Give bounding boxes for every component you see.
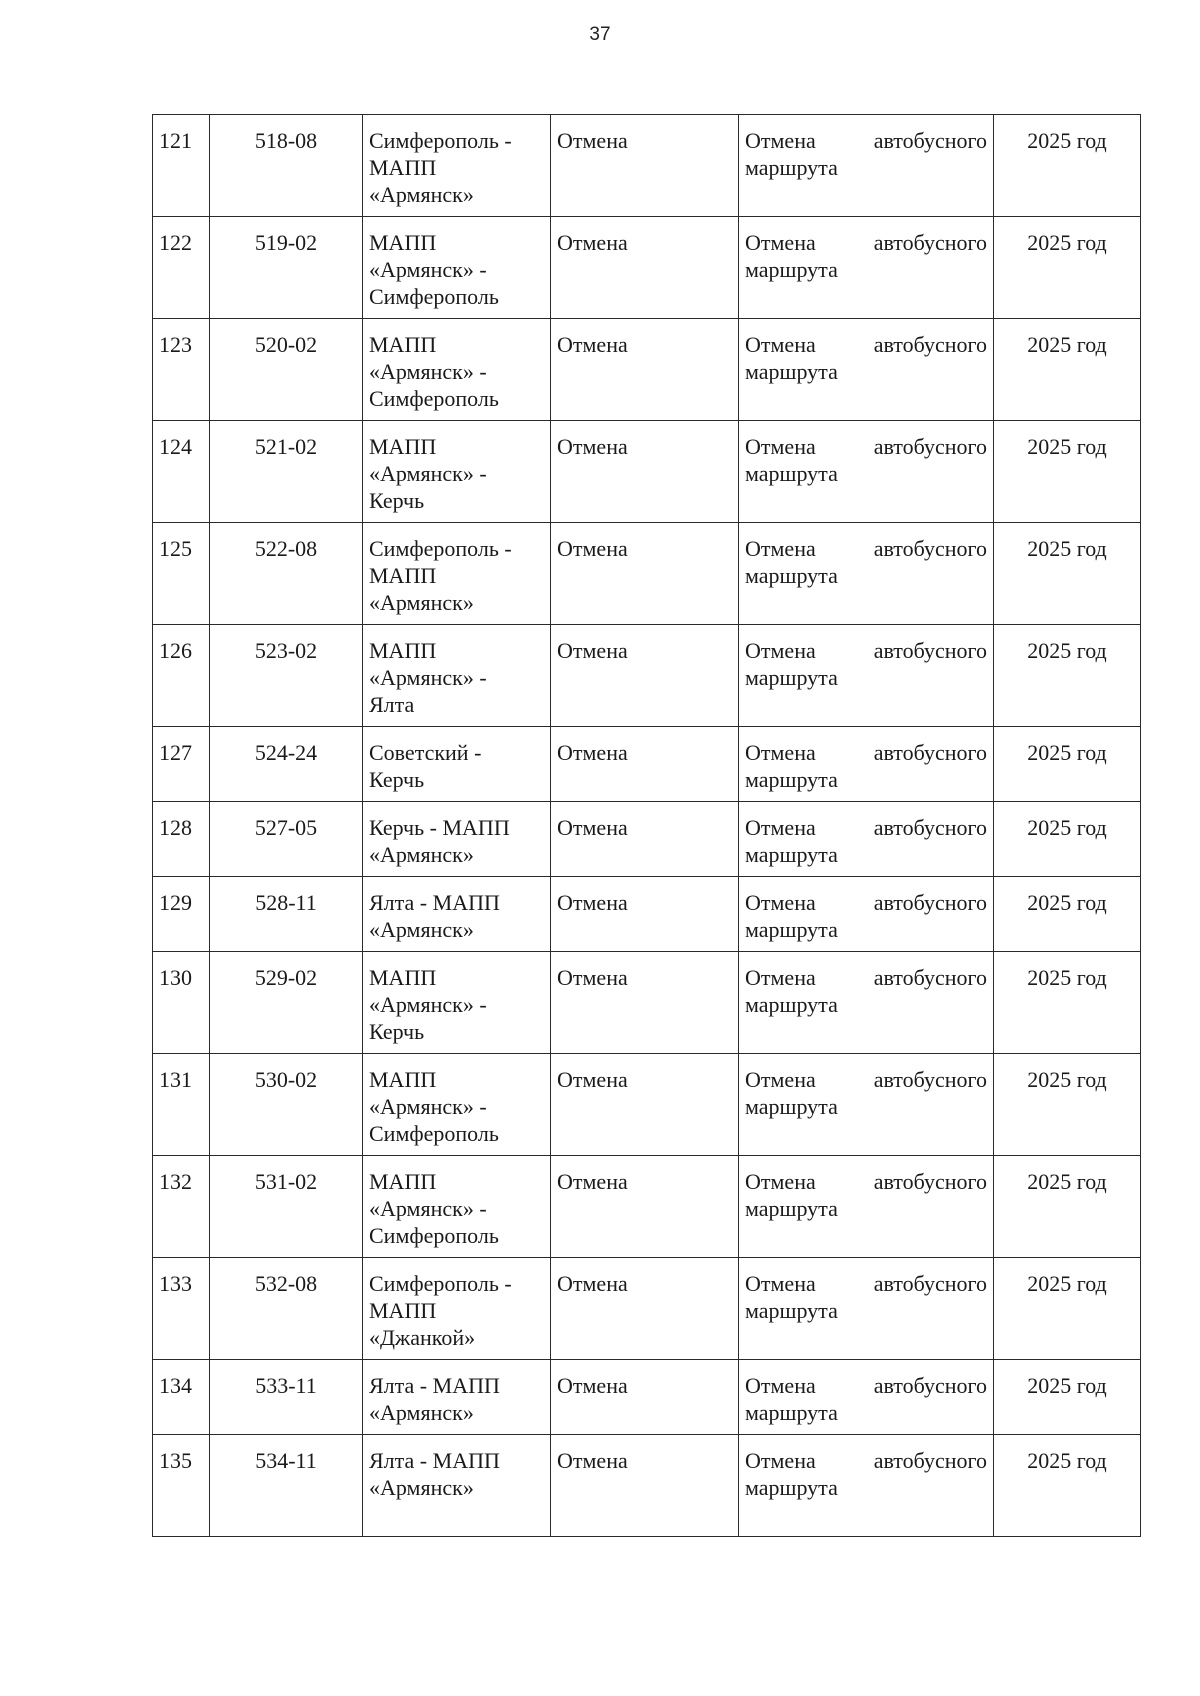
- change-description-word: автобусного: [873, 638, 987, 663]
- table-row: [153, 625, 1141, 727]
- route-name-cell: [363, 1435, 551, 1537]
- row-number: 122: [159, 230, 192, 255]
- route-name: Ялта - МАПП «Армянск»: [369, 1448, 500, 1500]
- route-code: 527-05: [254, 815, 318, 840]
- row-number: 124: [159, 434, 192, 459]
- year-cell: [994, 877, 1141, 952]
- change-type: Отмена: [557, 815, 628, 840]
- change-description-cell: [739, 115, 994, 217]
- row-number: 132: [159, 1169, 192, 1194]
- change-description-line: [745, 127, 987, 154]
- table-row: [153, 1054, 1141, 1156]
- change-type-cell: [551, 319, 739, 421]
- route-name: МАПП «Армянск» - Симферополь: [369, 230, 499, 309]
- change-type-cell: [551, 1258, 739, 1360]
- change-type: Отмена: [557, 1373, 628, 1398]
- change-description-cell: [739, 217, 994, 319]
- route-name-cell: [363, 115, 551, 217]
- change-description-word: автобусного: [873, 536, 987, 561]
- row-number-cell: [153, 727, 210, 802]
- route-name-cell: [363, 1156, 551, 1258]
- year-cell: [994, 1054, 1141, 1156]
- change-description-line: [745, 331, 987, 358]
- route-name-cell: [363, 319, 551, 421]
- route-code-cell: [210, 1156, 363, 1258]
- change-description-word: маршрута: [745, 359, 838, 384]
- change-description-word: Отмена: [745, 536, 816, 561]
- year-cell: [994, 802, 1141, 877]
- change-type-cell: [551, 217, 739, 319]
- change-description-cell: [739, 727, 994, 802]
- change-description-word: автобусного: [873, 965, 987, 990]
- route-code: 533-11: [255, 1373, 317, 1398]
- change-type-cell: [551, 1360, 739, 1435]
- change-description-word: маршрута: [745, 992, 838, 1017]
- change-description-word: автобусного: [873, 815, 987, 840]
- year-value: 2025 год: [1027, 128, 1107, 153]
- row-number-cell: [153, 319, 210, 421]
- route-name: Советский - Керчь: [369, 740, 482, 792]
- route-code-cell: [210, 523, 363, 625]
- row-number: 134: [159, 1373, 192, 1398]
- change-type-cell: [551, 421, 739, 523]
- table-row: [153, 1360, 1141, 1435]
- year-value: 2025 год: [1027, 536, 1107, 561]
- row-number: 131: [159, 1067, 192, 1092]
- route-code-cell: [210, 1054, 363, 1156]
- change-type: Отмена: [557, 1067, 628, 1092]
- change-type: Отмена: [557, 332, 628, 357]
- change-description-line: [745, 889, 987, 916]
- year-value: 2025 год: [1027, 815, 1107, 840]
- route-code: 523-02: [254, 638, 318, 663]
- change-description-cell: [739, 1156, 994, 1258]
- routes-table-body: [153, 115, 1141, 1537]
- change-description-line: [745, 1168, 987, 1195]
- year-cell: [994, 952, 1141, 1054]
- change-type-cell: [551, 523, 739, 625]
- row-number: 128: [159, 815, 192, 840]
- year-cell: [994, 1156, 1141, 1258]
- row-number-cell: [153, 1156, 210, 1258]
- route-code: 522-08: [254, 536, 318, 561]
- route-name: МАПП «Армянск» - Керчь: [369, 434, 487, 513]
- change-description-line: [745, 739, 987, 766]
- row-number-cell: [153, 1054, 210, 1156]
- table-row: [153, 727, 1141, 802]
- route-name: Ялта - МАПП «Армянск»: [369, 1373, 500, 1425]
- table-row: [153, 523, 1141, 625]
- change-description-word: маршрута: [745, 1094, 838, 1119]
- year-value: 2025 год: [1027, 1448, 1107, 1473]
- year-cell: [994, 523, 1141, 625]
- change-type-cell: [551, 1435, 739, 1537]
- change-description-word: маршрута: [745, 155, 838, 180]
- route-code: 521-02: [254, 434, 318, 459]
- year-cell: [994, 217, 1141, 319]
- row-number-cell: [153, 952, 210, 1054]
- page-number: 37: [589, 24, 611, 45]
- route-code: 520-02: [254, 332, 318, 357]
- change-description-word: автобусного: [873, 434, 987, 459]
- row-number: 123: [159, 332, 192, 357]
- route-code-cell: [210, 1360, 363, 1435]
- change-description-cell: [739, 523, 994, 625]
- year-value: 2025 год: [1027, 1067, 1107, 1092]
- change-description-word: Отмена: [745, 128, 816, 153]
- change-description-word: автобусного: [873, 128, 987, 153]
- change-description-word: Отмена: [745, 965, 816, 990]
- route-name: Керчь - МАПП «Армянск»: [369, 815, 510, 867]
- route-code: 524-24: [254, 740, 318, 765]
- route-code-cell: [210, 1258, 363, 1360]
- change-description-word: автобусного: [873, 1271, 987, 1296]
- year-value: 2025 год: [1027, 1271, 1107, 1296]
- change-description-line: [745, 535, 987, 562]
- change-type-cell: [551, 727, 739, 802]
- year-value: 2025 год: [1027, 1373, 1107, 1398]
- year-cell: [994, 1258, 1141, 1360]
- change-type: Отмена: [557, 536, 628, 561]
- year-value: 2025 год: [1027, 740, 1107, 765]
- change-description-cell: [739, 1435, 994, 1537]
- change-description-line: [745, 1066, 987, 1093]
- table-row: [153, 952, 1141, 1054]
- change-description-line: [745, 637, 987, 664]
- route-name-cell: [363, 1054, 551, 1156]
- change-description-cell: [739, 1054, 994, 1156]
- route-name-cell: [363, 877, 551, 952]
- change-type: Отмена: [557, 230, 628, 255]
- route-code-cell: [210, 1435, 363, 1537]
- row-number: 126: [159, 638, 192, 663]
- table-row: [153, 217, 1141, 319]
- change-description-line: [745, 1270, 987, 1297]
- change-type: Отмена: [557, 890, 628, 915]
- change-description-word: маршрута: [745, 767, 838, 792]
- change-description-word: маршрута: [745, 665, 838, 690]
- change-description-word: Отмена: [745, 1271, 816, 1296]
- year-value: 2025 год: [1027, 890, 1107, 915]
- route-name: МАПП «Армянск» - Ялта: [369, 638, 487, 717]
- change-description-word: автобусного: [873, 1448, 987, 1473]
- change-description-line: [745, 433, 987, 460]
- year-value: 2025 год: [1027, 638, 1107, 663]
- change-type: Отмена: [557, 740, 628, 765]
- change-description-word: Отмена: [745, 1448, 816, 1473]
- change-description-word: маршрута: [745, 257, 838, 282]
- route-name-cell: [363, 1360, 551, 1435]
- row-number-cell: [153, 523, 210, 625]
- change-description-word: маршрута: [745, 1298, 838, 1323]
- change-description-word: автобусного: [873, 1169, 987, 1194]
- change-description-word: автобусного: [873, 230, 987, 255]
- route-name: Симферополь - МАПП «Армянск»: [369, 536, 512, 615]
- change-type-cell: [551, 877, 739, 952]
- change-type: Отмена: [557, 1169, 628, 1194]
- row-number: 125: [159, 536, 192, 561]
- change-description-cell: [739, 877, 994, 952]
- row-number: 135: [159, 1448, 192, 1473]
- row-number-cell: [153, 1360, 210, 1435]
- change-description-word: Отмена: [745, 815, 816, 840]
- routes-table: [152, 114, 1141, 1537]
- row-number-cell: [153, 421, 210, 523]
- change-description-word: автобусного: [873, 1373, 987, 1398]
- table-row: [153, 319, 1141, 421]
- change-type: Отмена: [557, 1448, 628, 1473]
- change-description-word: автобусного: [873, 890, 987, 915]
- change-description-line: [745, 814, 987, 841]
- change-type-cell: [551, 625, 739, 727]
- change-description-line: [745, 964, 987, 991]
- change-description-word: маршрута: [745, 842, 838, 867]
- change-description-cell: [739, 802, 994, 877]
- route-name: МАПП «Армянск» - Симферополь: [369, 332, 499, 411]
- change-description-word: маршрута: [745, 1475, 838, 1500]
- table-row: [153, 421, 1141, 523]
- change-description-word: автобусного: [873, 332, 987, 357]
- change-description-word: Отмена: [745, 740, 816, 765]
- change-type-cell: [551, 952, 739, 1054]
- route-name-cell: [363, 952, 551, 1054]
- change-type: Отмена: [557, 128, 628, 153]
- year-value: 2025 год: [1027, 1169, 1107, 1194]
- table-row: [153, 1156, 1141, 1258]
- year-cell: [994, 421, 1141, 523]
- row-number-cell: [153, 1258, 210, 1360]
- change-description-word: Отмена: [745, 638, 816, 663]
- route-name-cell: [363, 802, 551, 877]
- route-code: 530-02: [254, 1067, 318, 1092]
- year-value: 2025 год: [1027, 332, 1107, 357]
- row-number-cell: [153, 877, 210, 952]
- change-description-cell: [739, 952, 994, 1054]
- change-description-word: автобусного: [873, 1067, 987, 1092]
- route-name: МАПП «Армянск» - Симферополь: [369, 1067, 499, 1146]
- change-type-cell: [551, 1156, 739, 1258]
- change-description-word: Отмена: [745, 1373, 816, 1398]
- change-description-word: Отмена: [745, 890, 816, 915]
- row-number-cell: [153, 802, 210, 877]
- change-description-cell: [739, 625, 994, 727]
- route-code-cell: [210, 115, 363, 217]
- table-row: [153, 115, 1141, 217]
- table-row: [153, 802, 1141, 877]
- change-description-word: автобусного: [873, 740, 987, 765]
- row-number: 133: [159, 1271, 192, 1296]
- table-row: [153, 1258, 1141, 1360]
- row-number-cell: [153, 217, 210, 319]
- route-code: 528-11: [255, 890, 317, 915]
- year-cell: [994, 1360, 1141, 1435]
- change-description-word: маршрута: [745, 1196, 838, 1221]
- change-type: Отмена: [557, 434, 628, 459]
- row-number-cell: [153, 625, 210, 727]
- change-description-line: [745, 1372, 987, 1399]
- change-description-cell: [739, 1258, 994, 1360]
- year-cell: [994, 115, 1141, 217]
- route-code-cell: [210, 802, 363, 877]
- change-description-cell: [739, 421, 994, 523]
- year-value: 2025 год: [1027, 434, 1107, 459]
- change-type-cell: [551, 1054, 739, 1156]
- route-code: 532-08: [254, 1271, 318, 1296]
- change-description-word: маршрута: [745, 461, 838, 486]
- year-cell: [994, 319, 1141, 421]
- year-cell: [994, 625, 1141, 727]
- change-description-word: Отмена: [745, 1067, 816, 1092]
- year-value: 2025 год: [1027, 965, 1107, 990]
- route-name-cell: [363, 523, 551, 625]
- year-value: 2025 год: [1027, 230, 1107, 255]
- row-number: 130: [159, 965, 192, 990]
- route-name-cell: [363, 727, 551, 802]
- change-type-cell: [551, 115, 739, 217]
- route-code-cell: [210, 625, 363, 727]
- route-code-cell: [210, 727, 363, 802]
- change-description-word: Отмена: [745, 332, 816, 357]
- change-description-cell: [739, 319, 994, 421]
- route-name-cell: [363, 421, 551, 523]
- change-description-line: [745, 229, 987, 256]
- route-code-cell: [210, 952, 363, 1054]
- row-number-cell: [153, 115, 210, 217]
- change-description-line: [745, 1447, 987, 1474]
- change-type: Отмена: [557, 1271, 628, 1296]
- year-cell: [994, 727, 1141, 802]
- change-description-word: маршрута: [745, 563, 838, 588]
- year-cell: [994, 1435, 1141, 1537]
- row-number: 121: [159, 128, 192, 153]
- route-name-cell: [363, 625, 551, 727]
- route-name-cell: [363, 1258, 551, 1360]
- route-code-cell: [210, 217, 363, 319]
- row-number: 129: [159, 890, 192, 915]
- route-name: МАПП «Армянск» - Керчь: [369, 965, 487, 1044]
- row-number-cell: [153, 1435, 210, 1537]
- route-code-cell: [210, 877, 363, 952]
- route-code: 534-11: [255, 1448, 317, 1473]
- change-description-word: Отмена: [745, 1169, 816, 1194]
- change-type-cell: [551, 802, 739, 877]
- route-code: 531-02: [254, 1169, 318, 1194]
- route-name-cell: [363, 217, 551, 319]
- change-description-word: маршрута: [745, 917, 838, 942]
- route-code: 529-02: [254, 965, 318, 990]
- route-name: Симферополь - МАПП «Джанкой»: [369, 1271, 512, 1350]
- change-description-word: Отмена: [745, 230, 816, 255]
- change-description-cell: [739, 1360, 994, 1435]
- route-code: 518-08: [254, 128, 318, 153]
- route-name: Ялта - МАПП «Армянск»: [369, 890, 500, 942]
- route-code-cell: [210, 421, 363, 523]
- table-row: [153, 877, 1141, 952]
- route-code-cell: [210, 319, 363, 421]
- change-type: Отмена: [557, 965, 628, 990]
- route-code: 519-02: [254, 230, 318, 255]
- change-type: Отмена: [557, 638, 628, 663]
- route-name: Симферополь - МАПП «Армянск»: [369, 128, 512, 207]
- row-number: 127: [159, 740, 192, 765]
- change-description-word: маршрута: [745, 1400, 838, 1425]
- route-name: МАПП «Армянск» - Симферополь: [369, 1169, 499, 1248]
- table-row: [153, 1435, 1141, 1537]
- change-description-word: Отмена: [745, 434, 816, 459]
